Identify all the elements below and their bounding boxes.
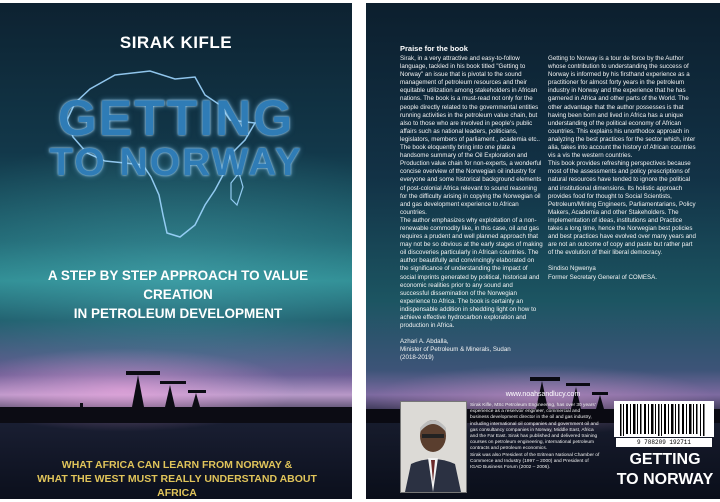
back-title-line2: TO NORWAY (616, 471, 714, 488)
front-subtitle (28, 266, 328, 323)
back-title (610, 450, 720, 490)
barcode-number: 9 788209 192711 (616, 438, 712, 447)
footer-line1: WHAT AFRICA CAN LEARN FROM NORWAY & (61, 459, 293, 471)
subtitle-line2: IN PETROLEUM DEVELOPMENT (73, 306, 283, 321)
author-bio: Sirak Kifle, MSc Petroleum Engineering, has over 30 years' experience as a reservoir engineer, commercial and business development director in the oil and gas industry, including international oil companies and government oil and gas consultancy companies in Norway, Middle East, Africa and the Far East. Sirak has published and delivered training courses on petroleum engineering, international petroleum contracts and petroleum economics. Sirak was also President of the Eritrean National Chamber of Commerce and Industry (1997 – 2000) and President of IGAD Business Forum (2002 – 2006). (470, 403, 600, 471)
review-column-left (400, 55, 543, 363)
review-text-ngwenya: Getting to Norway is a tour de force by the Author whose contribution to understanding the success of Norway is informed by his firsthand experience as a practitioner for almost forty years in the petroleum industry in Norway and the experience that he has garnered in Africa and other parts of the World. The other advantage that the author possesses is that having been born and lived in Africa has a unique understanding of the political economy of African countries. This explains his unorthodox approach in analyzing the best practices for the sector which, inter alia, takes into account the history of African countries vis a vis the western countries. This book provides refreshing perspectives because most of the assessments and policy prescriptions of natural resources have tended to ignore the political and institutional dimensions. Its holistic approach provides food for thought to Social Scientists, Petroleum/Mining Engineers, Parliamentarians, Policy Makers, Academia and other Stakeholders. The implementation of ideas, institutions and Practice takes a long time, hence the Norwegian best policies and best practices have evolved over many years and are not an outcome of copy and paste but rather part of the evolution of their liberal democracy. Sindiso Ngwenya Former Secretary General of COMESA. (548, 55, 696, 281)
back-cover (366, 3, 720, 499)
barcode-icon (614, 401, 714, 437)
author-portrait-icon (401, 402, 466, 492)
footer-line2: WHAT THE WEST MUST REALLY UNDERSTAND ABOUT AFRICA (37, 473, 317, 499)
front-title-line2: TO NORWAY (49, 141, 303, 184)
oil-pumpjacks-icon (0, 363, 352, 423)
publisher-url: www.noahsandlucy.com (505, 391, 581, 398)
barcode-bars (614, 401, 714, 437)
author-photo (400, 401, 467, 493)
praise-heading: Praise for the book (400, 44, 468, 53)
review-text-abdalla: Sirak, in a very attractive and easy-to-follow language, tackled in his book titled "Getting to Norway" an issue that is pivotal to the sound management of petroleum resources and their equitable utilization among stakeholders in African nations. The book is a must-read not only for the people directly related to the governmental entities running activities in the petroleum value chain, but also to those who are involved in people's public affairs such as national leaders, politicians, legislators, members of parliament , academia etc.. The book eloquently bring into one plate a handsome summary of the Oil Exploration and Production value chain for non-experts, a wonderful concise overview of the Norwegian oil industry for everyone and some historical background elements of post-colonial Africa relevant to sound reasoning for the difficulty arising in copying the Norwegian oil and gas development experience to African countries. The author emphasizes why exploitation of a non-renewable commodity like, in this case, oil and gas requires a prudent and well planned approach that may not be so obvious at the early stages of making oil discoveries particularly in African countries. The author beautifully and convincingly elaborated on the significance of understanding the impact of social imprints generated by political, historical and economic realities prior to any sound and successful dissemination of the Norwegian experience to Africa. The book is certainly an indispensable addition in shedding light on how to achieve effective hydrocarbon exploration and production in Africa. Azhari A. Abdalla, Minister of Petroleum & Minerals, Sudan (2018-2019) (400, 55, 543, 362)
front-cover (0, 3, 352, 499)
author-name: SIRAK KIFLE (119, 33, 233, 52)
front-footer-tagline (20, 458, 334, 499)
review-column-right (548, 55, 698, 282)
back-title-line1: GETTING (629, 451, 701, 468)
subtitle-line1: A STEP BY STEP APPROACH TO VALUE CREATION (47, 268, 309, 302)
front-title-line1: GETTING (57, 90, 295, 146)
